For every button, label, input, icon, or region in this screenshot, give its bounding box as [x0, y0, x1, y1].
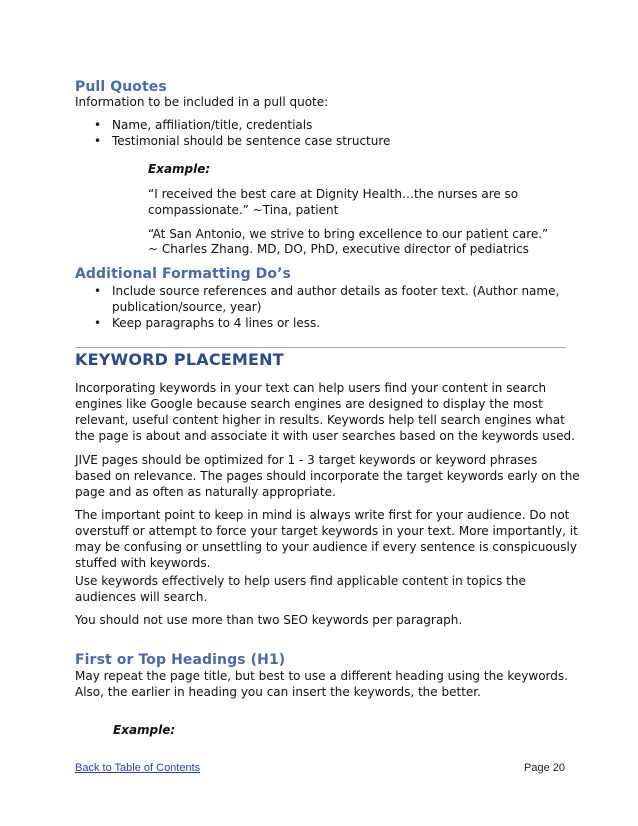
pull-quotes-example-label: Example: [148, 162, 211, 176]
first-headings-heading: First or Top Headings (H1) [75, 652, 286, 668]
paragraph-line: audiences will search. [75, 590, 208, 604]
list-item [90, 283, 559, 315]
back-to-toc-link[interactable]: Back to Table of Contents [75, 762, 201, 774]
paragraph-line: JIVE pages should be optimized for 1 - 3 target keywords or keyword phrases [75, 453, 538, 467]
keyword-paragraph-5: You should not use more than two SEO keywords per paragraph. [75, 613, 463, 627]
additional-formatting-bullet-list [90, 283, 559, 331]
quote1-line1: “I received the best care at Dignity Health…the nurses are so [148, 187, 519, 201]
bullet1-line2: publication/source, year) [112, 300, 262, 314]
keyword-placement-heading: KEYWORD PLACEMENT [75, 350, 284, 369]
quote1-line2: compassionate.” ~Tina, patient [148, 203, 339, 217]
section-divider [75, 347, 566, 348]
first-headings-example-label: Example: [113, 723, 176, 737]
paragraph-line: Use keywords effectively to help users find applicable content in topics the [75, 574, 526, 588]
quote2-line1: “At San Antonio, we strive to bring excellence to our patient care.” [148, 227, 549, 241]
paragraph-line: stuffed with keywords. [75, 556, 211, 570]
additional-formatting-heading: Additional Formatting Do’s [75, 266, 291, 282]
paragraph-line: Incorporating keywords in your text can help users find your content in search [75, 381, 547, 395]
paragraph-line: the page is about and associate it with user searches based on the keywords used. [75, 429, 575, 443]
keyword-paragraph-1 [75, 380, 575, 444]
paragraph-line: may be confusing or unsettling to your audience if every sentence is conspicuously [75, 540, 577, 554]
list-item: • Keep paragraphs to 4 lines or less. [90, 315, 559, 331]
list-item: • Testimonial should be sentence case structure [90, 133, 390, 149]
pull-quotes-bullet-list [90, 117, 390, 149]
bullet1-line1: Include source references and author details as footer text. (Author name, [112, 284, 560, 298]
paragraph-line: overstuff or attempt to force your target keywords in your text. More importantly, it [75, 524, 578, 538]
keyword-paragraph-3 [75, 507, 578, 571]
paragraph-line: The important point to keep in mind is always write first for your audience. Do not [75, 508, 570, 522]
paragraph-line: page and as often as naturally appropriate. [75, 485, 336, 499]
paragraph-line: relevant, useful content higher in results. Keywords help tell search engines what [75, 413, 565, 427]
keyword-paragraph-4 [75, 573, 526, 605]
quote2-line2: ~ Charles Zhang. MD, DO, PhD, executive director of pediatrics [148, 242, 529, 256]
paragraph-line: based on relevance. The pages should incorporate the target keywords early on the [75, 469, 580, 483]
page-number: Page 20 [524, 762, 565, 774]
paragraph-line: engines like Google because search engines are designed to display the most [75, 397, 543, 411]
pull-quotes-heading: Pull Quotes [75, 79, 167, 95]
list-item: • Name, affiliation/title, credentials [90, 117, 390, 133]
pull-quotes-intro: Information to be included in a pull quote: [75, 95, 329, 109]
keyword-paragraph-2 [75, 452, 580, 500]
first-headings-line1: May repeat the page title, but best to use a different heading using the keywords. [75, 669, 568, 683]
first-headings-line2: Also, the earlier in heading you can insert the keywords, the better. [75, 685, 481, 699]
